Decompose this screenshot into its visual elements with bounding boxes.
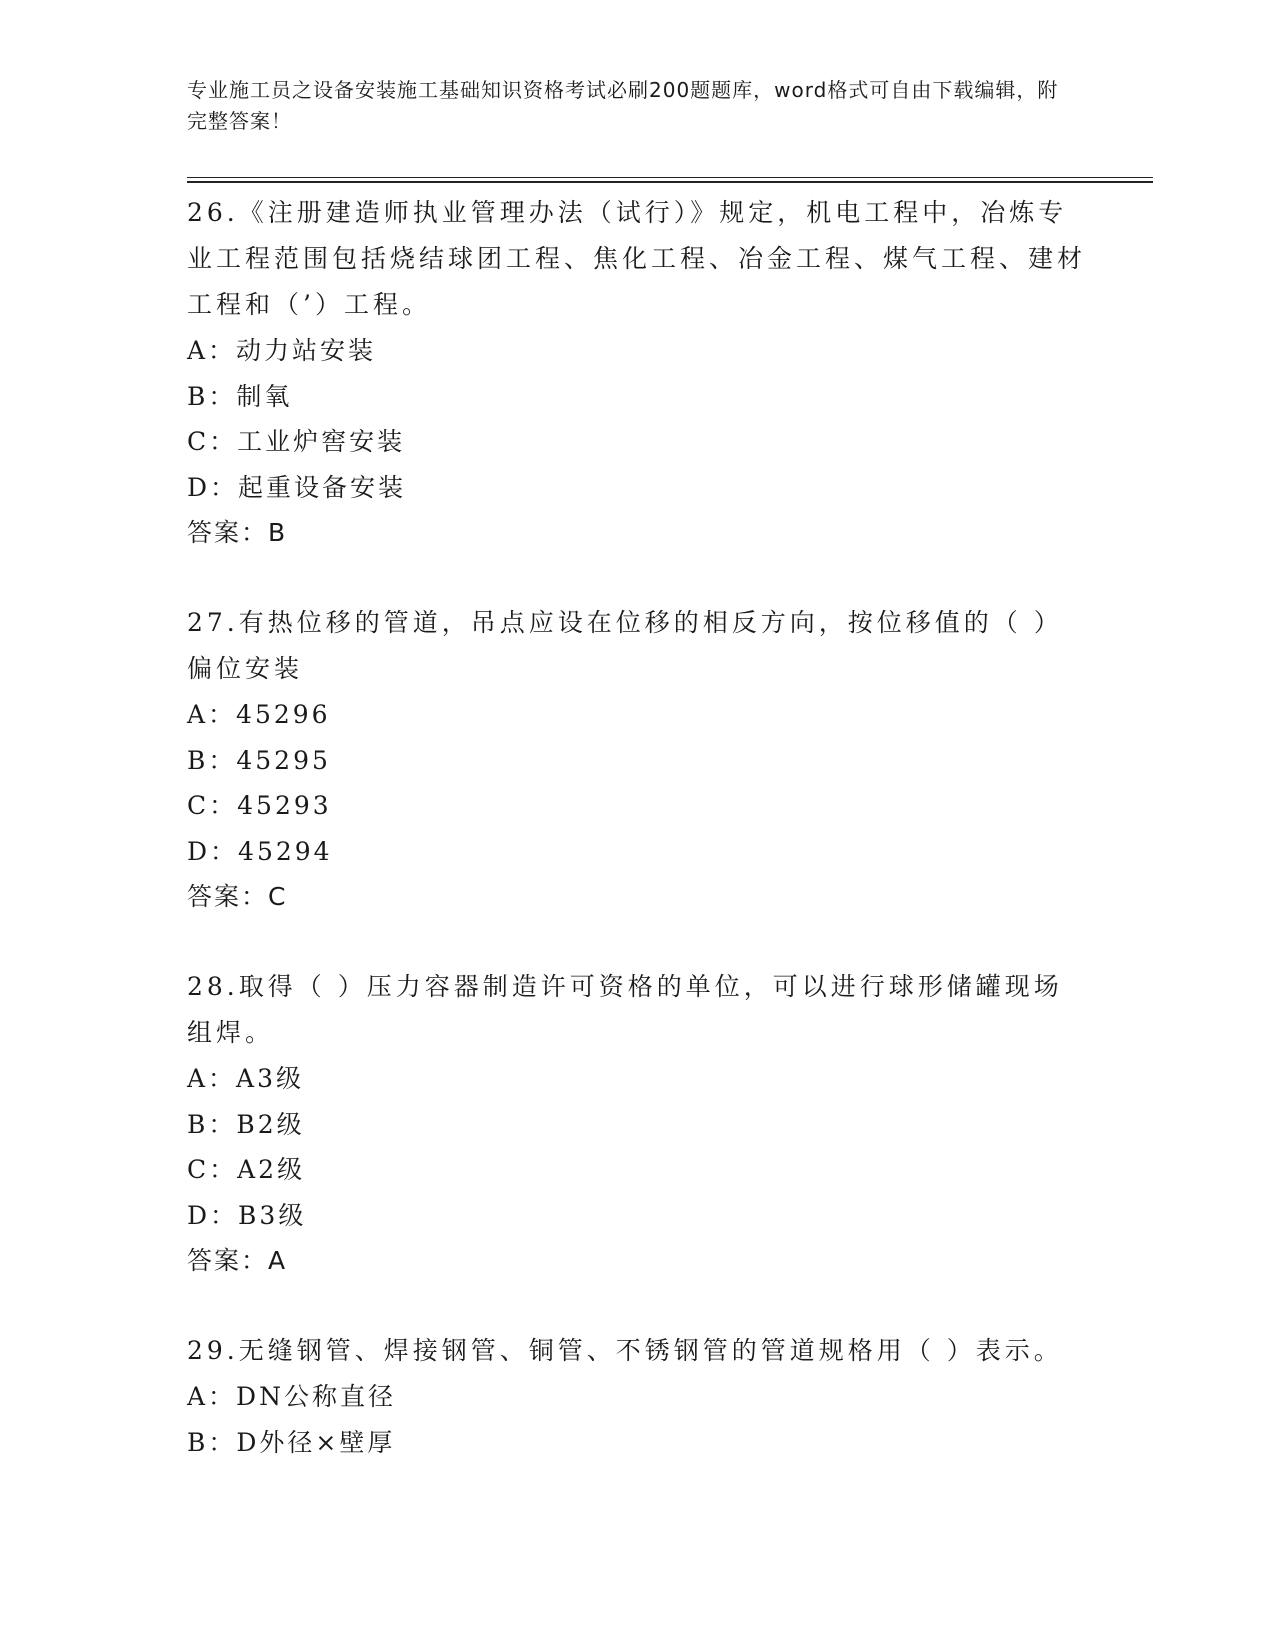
option-c: C：A2级 bbox=[187, 1155, 306, 1184]
option-a: A：A3级 bbox=[187, 1064, 305, 1093]
option-b: B：D外径×壁厚 bbox=[187, 1427, 396, 1457]
answer-label: 答案：B bbox=[187, 518, 288, 547]
option-d: D：起重设备安装 bbox=[187, 472, 407, 502]
document-header-title: 专业施工员之设备安装施工基础知识资格考试必刷200题题库，word格式可自由下载编辑，附完整答案！ bbox=[187, 78, 1059, 133]
option-a: A：动力站安装 bbox=[187, 336, 377, 365]
option-b: B：45295 bbox=[187, 745, 331, 775]
option-a: A：DN公称直径 bbox=[187, 1382, 396, 1411]
question-26 bbox=[187, 190, 1087, 556]
option-d: D：45294 bbox=[187, 836, 333, 866]
question-28 bbox=[187, 964, 1087, 1284]
option-c: C：工业炉窖安装 bbox=[187, 427, 406, 456]
option-d: D：B3级 bbox=[187, 1200, 307, 1230]
question-list bbox=[187, 190, 1087, 1465]
question-stem: 26.《注册建造师执业管理办法（试行）》规定，机电工程中，冶炼专业工程范围包括烧结球团工程、焦化工程、冶金工程、煤气工程、建材工程和（’）工程。 bbox=[187, 198, 1087, 319]
question-stem: 27.有热位移的管道，吊点应设在位移的相反方向，按位移值的（ ）偏位安装 bbox=[187, 608, 1063, 683]
header-divider-thick bbox=[187, 181, 1153, 183]
question-27 bbox=[187, 600, 1087, 920]
question-stem: 29.无缝钢管、焊接钢管、铜管、不锈钢管的管道规格用（ ）表示。 bbox=[187, 1336, 1063, 1365]
option-b: B：B2级 bbox=[187, 1109, 305, 1139]
question-29 bbox=[187, 1328, 1087, 1465]
option-a: A：45296 bbox=[187, 700, 331, 729]
question-stem: 28.取得（ ）压力容器制造许可资格的单位，可以进行球形储罐现场组焊。 bbox=[187, 972, 1063, 1047]
option-b: B：制氧 bbox=[187, 381, 293, 411]
header-divider-thin bbox=[187, 177, 1153, 178]
answer-label: 答案：A bbox=[187, 1246, 288, 1275]
option-c: C：45293 bbox=[187, 791, 332, 820]
answer-label: 答案：C bbox=[187, 882, 288, 911]
